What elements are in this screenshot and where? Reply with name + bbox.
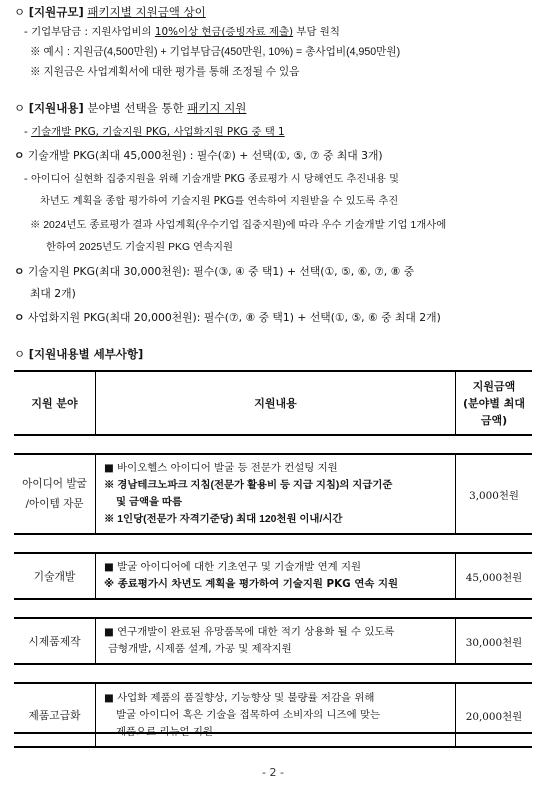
bullet-ring-icon: ㅇ (14, 149, 25, 162)
reference-mark: ※ (30, 220, 41, 231)
table-row (14, 553, 532, 599)
gap-cell (14, 435, 532, 454)
header-amount (456, 371, 533, 435)
tech-support-pkg (14, 264, 414, 280)
section-support-content (14, 100, 246, 116)
gap-cell (14, 599, 532, 618)
row-content-line: ■ 발굴 아이디어에 대한 기초연구 및 기술개발 연계 지원 (104, 561, 362, 573)
tech-dev-pkg-text: 기술개발 PKG(최대 45,000천원) : 필수(②) + 선택(①, ⑤, ⑦ 중 최대 3개) (27, 149, 383, 162)
bullet-ring-icon: ㅇ (14, 265, 25, 278)
table-row (14, 618, 532, 664)
section-heading-underlined: 패키지 지원 (187, 101, 247, 115)
row-content (96, 454, 456, 534)
bullet-ring-icon: ㅇ (14, 347, 26, 361)
row-amount: 45,000천원 (456, 553, 533, 599)
row-field: 기술개발 (14, 553, 96, 599)
row-content-line: 제품으로 리뉴얼 지원 (116, 725, 213, 738)
table-gap (14, 664, 532, 683)
pkg-choice-text: 기술개발 PKG, 기술지원 PKG, 사업화지원 PKG 중 택 1 (31, 126, 285, 138)
row-field-line: /아이템 자문 (25, 498, 84, 510)
dash-marker: - (24, 126, 28, 138)
header-content: 지원내용 (96, 371, 456, 435)
dash-marker: - (24, 174, 28, 185)
dash-marker: - (24, 26, 28, 38)
row-content-line: ■ 연구개발이 완료된 유망품목에 대한 적기 상용화 될 수 있도록 (104, 626, 395, 638)
table-gap (14, 599, 532, 618)
contribution-text: 기업부담금 : 지원사업비의 (31, 26, 152, 38)
example-text: 예시 : 지원금(4,500만원) + 기업부담금(450만원, 10%) = 총사업비(4,950만원) (43, 46, 401, 58)
row-content-line: ■ 사업화 제품의 품질향상, 기능향상 및 불량률 저감을 위해 (104, 691, 375, 704)
header-amount-line: 지원금액 (472, 379, 516, 393)
table-header-row (14, 371, 532, 435)
company-contribution-line (24, 24, 340, 40)
row-content (96, 618, 456, 664)
tech-dev-detail-text: 아이디어 실현화 집중지원을 위해 기술개발 PKG 종료평가 시 당해연도 추진내용 및 (30, 174, 399, 185)
row-content-line: 및 금액을 따름 (116, 497, 182, 508)
table-gap (14, 435, 532, 454)
example-note (30, 44, 400, 60)
row-amount: 30,000천원 (456, 618, 533, 664)
table-gap (14, 534, 532, 553)
row-field-line: 아이디어 발굴 (22, 478, 87, 490)
section-heading-title: 패키지별 지원금액 상이 (87, 5, 206, 19)
page-number: - 2 - (262, 766, 284, 779)
row-content-line: ※ 경남테크노파크 지침(전문가 활용비 등 지급 지침)의 지급기준 (104, 480, 393, 491)
bullet-ring-icon: ㅇ (14, 5, 26, 19)
tech-dev-pkg (14, 148, 383, 164)
tech-dev-detail-2: 차년도 계획을 종합 평가하여 기술지원 PKG를 연속하여 지원받을 수 있도록 추진 (40, 196, 399, 207)
tech-dev-note-2: 한하여 2025년도 기술지원 PKG 연속지원 (46, 242, 234, 253)
row-content-line: ※ 1인당(전문가 자격기준당) 최대 120천원 이내/시간 (104, 514, 343, 525)
bullet-ring-icon: ㅇ (14, 311, 25, 324)
tech-support-pkg-text: 기술지원 PKG(최대 30,000천원): 필수(③, ④ 중 택1) + 선택(①, ⑤, ⑥, ⑦, ⑧ 중 (27, 265, 415, 278)
row-content (96, 683, 456, 747)
row-amount: 20,000천원 (456, 683, 533, 747)
row-content-line: ※ 종료평가시 차년도 계획을 평가하여 기술지원 PKG 연속 지원 (104, 578, 399, 590)
tech-support-pkg-cont: 최대 2개) (30, 287, 76, 300)
header-field: 지원 분야 (14, 371, 96, 435)
section-heading-bracket: [지원규모] (28, 5, 84, 19)
row-field (14, 454, 96, 534)
section-detail-heading (14, 346, 143, 362)
row-field: 시제품제작 (14, 618, 96, 664)
gap-cell (14, 534, 532, 553)
contribution-tail: 부담 원칙 (296, 26, 340, 38)
gap-cell (14, 664, 532, 683)
contribution-underlined: 10%이상 현금(증빙자료 제출) (154, 26, 294, 38)
section-heading-title: 분야별 선택을 통한 (87, 101, 184, 115)
row-content (96, 553, 456, 599)
pkg-choice-line (24, 124, 285, 140)
bullet-ring-icon: ㅇ (14, 101, 26, 115)
tech-dev-note-text: 2024년도 종료평가 결과 사업계획(우수기업 집중지원)에 따라 우수 기술개발 기업 1개사에 (43, 220, 447, 231)
row-field: 제품고급화 (14, 683, 96, 747)
reference-mark: ※ (30, 66, 41, 78)
header-amount-line: 금액) (480, 413, 508, 427)
row-content-line: 발굴 아이디어 혹은 기술을 접목하여 소비자의 니즈에 맞는 (116, 708, 381, 721)
row-content-line: 금형개발, 시제품 설계, 가공 및 제작지원 (108, 643, 292, 655)
row-amount: 3,000천원 (456, 454, 533, 534)
adjust-note (30, 64, 300, 80)
commercial-pkg (14, 310, 441, 326)
table-row (14, 683, 532, 747)
section-support-scale (14, 4, 206, 20)
table-bottom-rule (14, 732, 532, 734)
support-detail-table (14, 370, 532, 748)
adjust-note-text: 지원금은 사업계획서에 대한 평가를 통해 조정될 수 있음 (43, 66, 300, 78)
table-row (14, 454, 532, 534)
header-amount-line: (분야별 최대 (463, 396, 525, 410)
section-heading-bracket: [지원내용별 세부사항] (28, 347, 144, 361)
commercial-pkg-text: 사업화지원 PKG(최대 20,000천원): 필수(⑦, ⑧ 중 택1) + 선택(①, ⑤, ⑥ 중 최대 2개) (27, 311, 441, 324)
row-content-line: ■ 바이오헬스 아이디어 발굴 등 전문가 컨설팅 지원 (104, 462, 338, 474)
section-heading-bracket: [지원내용] (28, 101, 84, 115)
tech-dev-detail-1 (24, 172, 399, 188)
reference-mark: ※ (30, 46, 41, 58)
tech-dev-note-1 (30, 218, 446, 234)
